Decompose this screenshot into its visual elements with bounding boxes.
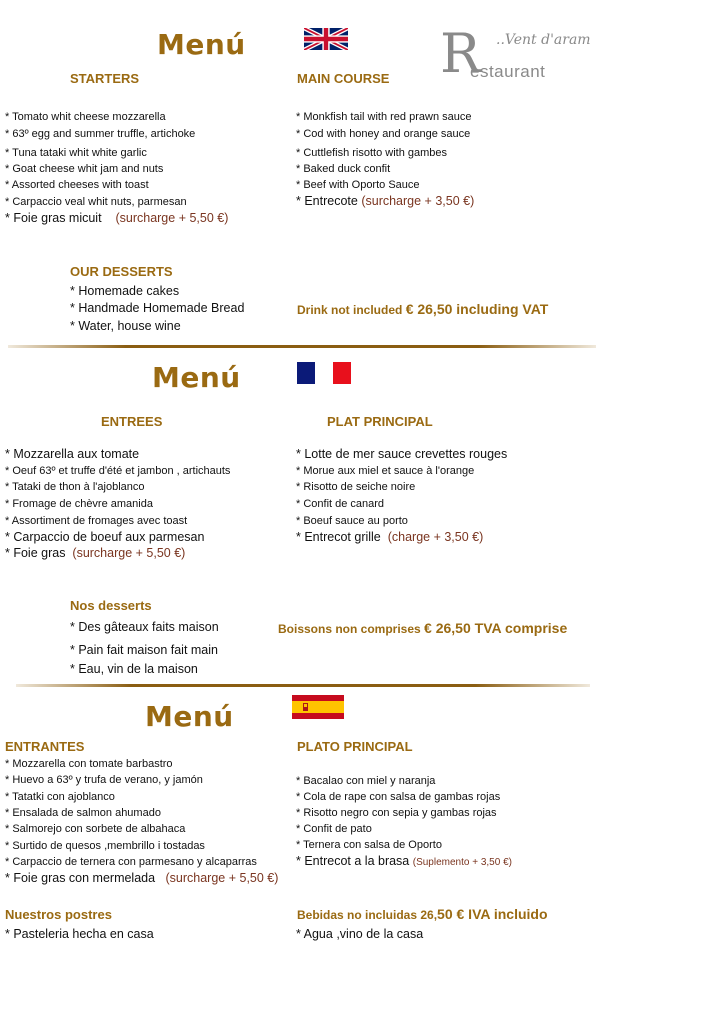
surcharge-note: (charge + 3,50 €) bbox=[387, 530, 484, 544]
main-item-surcharge bbox=[296, 530, 483, 544]
menu-title-es: Menú bbox=[145, 700, 234, 733]
surcharge-note: (surcharge + 5,50 €) bbox=[115, 211, 229, 225]
drink-text: Drink not included bbox=[297, 303, 403, 317]
main-item: * Morue aux miel et sauce à l'orange bbox=[296, 465, 475, 477]
starter-item: * Tatatki con ajoblanco bbox=[5, 791, 115, 803]
main-label: * Entrecot grille bbox=[296, 530, 381, 544]
starter-item-surcharge bbox=[5, 546, 185, 560]
main-course-heading-fr: PLAT PRINCIPAL bbox=[327, 414, 433, 429]
main-course-heading-en: MAIN COURSE bbox=[297, 71, 390, 86]
main-item: * Baked duck confit bbox=[296, 163, 391, 175]
main-label: * Entrecot a la brasa bbox=[296, 854, 410, 868]
main-item-surcharge bbox=[296, 854, 512, 870]
main-item: * Cola de rape con salsa de gambas rojas bbox=[296, 791, 501, 803]
starter-item: * Tuna tataki whit white garlic bbox=[5, 147, 147, 159]
uk-flag-icon bbox=[304, 28, 348, 50]
section-divider bbox=[8, 345, 596, 348]
main-course-heading-es: PLATO PRINCIPAL bbox=[297, 739, 413, 754]
restaurant-logo bbox=[440, 22, 591, 88]
menu-title-fr: Menú bbox=[152, 361, 241, 394]
menu-title-en: Menú bbox=[157, 28, 246, 61]
price: € 26,50 TVA comprise bbox=[424, 620, 568, 636]
surcharge-note: (surcharge + 5,50 €) bbox=[165, 871, 279, 885]
starter-item: * Carpaccio de ternera con parmesano y alcaparras bbox=[5, 856, 257, 868]
starter-item: * Goat cheese whit jam and nuts bbox=[5, 163, 164, 175]
dessert-item: * Handmade Homemade Bread bbox=[70, 301, 245, 315]
starter-item: * Assortiment de fromages avec toast bbox=[5, 515, 188, 527]
dessert-item: * Water, house wine bbox=[70, 319, 181, 333]
drink-price-en bbox=[297, 301, 548, 317]
main-item: * Beef with Oporto Sauce bbox=[296, 179, 420, 191]
main-item: * Cod with honey and orange sauce bbox=[296, 128, 471, 140]
drink-price-es bbox=[297, 906, 548, 922]
dessert-item: * Des gâteaux faits maison bbox=[70, 620, 219, 634]
starter-item: * Tataki de thon à l'ajoblanco bbox=[5, 481, 145, 493]
main-item: * Confit de pato bbox=[296, 823, 372, 835]
starter-item: * 63º egg and summer truffle, artichoke bbox=[5, 128, 196, 140]
drink-extra-item: * Agua ,vino de la casa bbox=[296, 927, 424, 941]
main-label: * Entrecote bbox=[296, 194, 358, 208]
dessert-item: * Pain fait maison fait main bbox=[70, 643, 218, 657]
main-item: * Confit de canard bbox=[296, 498, 385, 510]
starter-item: * Ensalada de salmon ahumado bbox=[5, 807, 161, 819]
starter-item: * Mozzarella aux tomate bbox=[5, 447, 140, 461]
france-flag-icon bbox=[297, 362, 351, 384]
starter-item: * Carpaccio de boeuf aux parmesan bbox=[5, 530, 205, 544]
dessert-item: * Eau, vin de la maison bbox=[70, 662, 198, 676]
desserts-heading-fr: Nos desserts bbox=[70, 598, 152, 613]
price: 50 € IVA incluido bbox=[437, 906, 548, 922]
starters-heading-fr: ENTREES bbox=[101, 414, 163, 429]
desserts-heading-en: OUR DESSERTS bbox=[70, 264, 173, 279]
section-divider bbox=[16, 684, 590, 687]
starter-item: * Oeuf 63º et truffe d'été et jambon , artichauts bbox=[5, 465, 231, 477]
drink-price-fr bbox=[278, 620, 567, 636]
main-item: * Monkfish tail with red prawn sauce bbox=[296, 111, 472, 123]
surcharge-note: (Suplemento + 3,50 €) bbox=[412, 857, 512, 868]
desserts-heading-es: Nuestros postres bbox=[5, 907, 112, 922]
starters-heading-en: STARTERS bbox=[70, 71, 140, 86]
main-item: * Cuttlefish risotto with gambes bbox=[296, 147, 448, 159]
starter-label: * Foie gras con mermelada bbox=[5, 871, 156, 885]
starters-heading-es: ENTRANTES bbox=[5, 739, 85, 754]
starter-item: * Huevo a 63º y trufa de verano, y jamón bbox=[5, 774, 203, 786]
starter-item: * Salmorejo con sorbete de albahaca bbox=[5, 823, 186, 835]
starter-item: * Assorted cheeses with toast bbox=[5, 179, 149, 191]
main-item: * Risotto negro con sepia y gambas rojas bbox=[296, 807, 497, 819]
starter-item: * Carpaccio veal whit nuts, parmesan bbox=[5, 196, 187, 208]
dessert-item: * Homemade cakes bbox=[70, 284, 180, 298]
price: € 26,50 including VAT bbox=[405, 301, 549, 317]
main-item: * Bacalao con miel y naranja bbox=[296, 775, 436, 787]
spain-flag-icon bbox=[292, 695, 344, 719]
main-item: * Boeuf sauce au porto bbox=[296, 515, 408, 527]
main-item: * Lotte de mer sauce crevettes rouges bbox=[296, 447, 508, 461]
main-item-surcharge bbox=[296, 194, 474, 208]
logo-script: ..Vent d'aram bbox=[496, 32, 591, 48]
starter-item-surcharge bbox=[5, 211, 228, 225]
dessert-item: * Pasteleria hecha en casa bbox=[5, 927, 154, 941]
starter-item: * Mozzarella con tomate barbastro bbox=[5, 758, 173, 770]
main-item: * Ternera con salsa de Oporto bbox=[296, 839, 442, 851]
starter-label: * Foie gras micuit bbox=[5, 211, 102, 225]
starter-item: * Tomato whit cheese mozzarella bbox=[5, 111, 166, 123]
main-item: * Risotto de seiche noire bbox=[296, 481, 416, 493]
starter-item: * Fromage de chèvre amanida bbox=[5, 498, 153, 510]
starter-item-surcharge bbox=[5, 871, 278, 885]
surcharge-note: (surcharge + 5,50 €) bbox=[72, 546, 186, 560]
logo-letter: R bbox=[440, 22, 481, 85]
drink-text: Boissons non comprises bbox=[278, 622, 421, 636]
surcharge-note: (surcharge + 3,50 €) bbox=[361, 194, 475, 208]
starter-item: * Surtido de quesos ,membrillo i tostadas bbox=[5, 840, 205, 852]
logo-text: estaurant bbox=[470, 62, 546, 81]
drink-text: Bebidas no incluidas 26, bbox=[297, 908, 438, 922]
starter-label: * Foie gras bbox=[5, 546, 66, 560]
